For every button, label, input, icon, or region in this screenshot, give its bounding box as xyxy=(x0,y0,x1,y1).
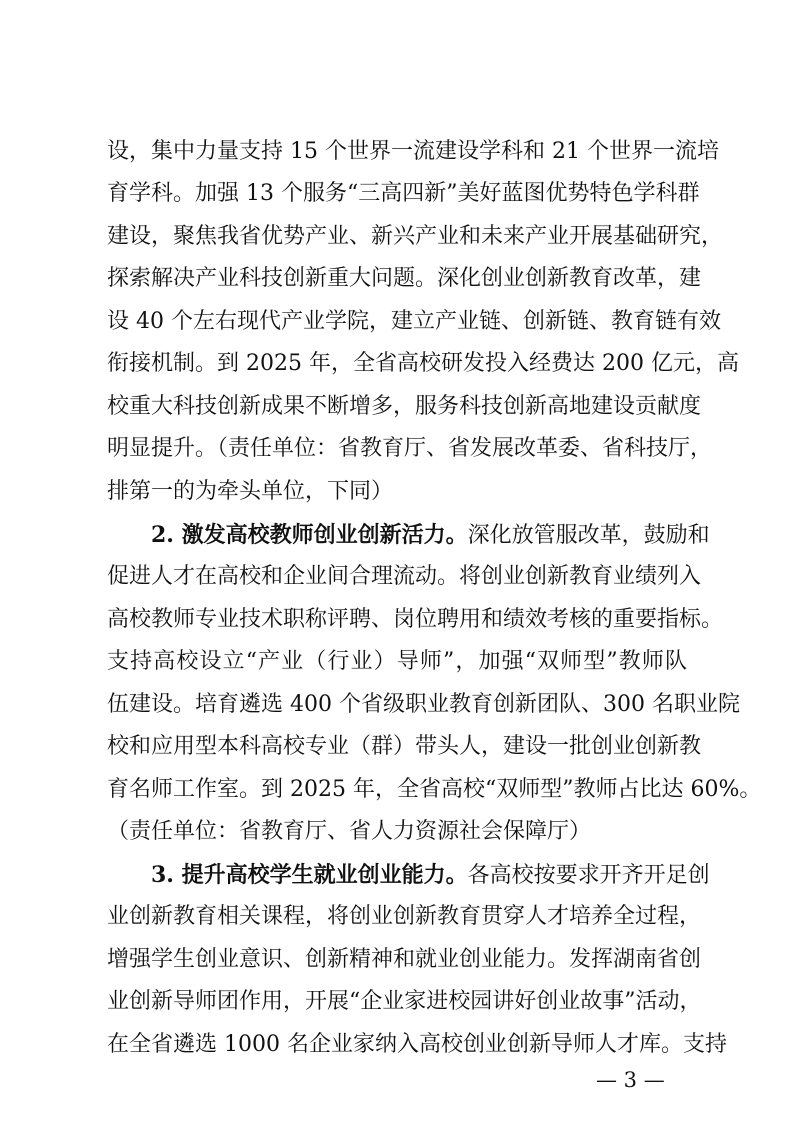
body-text-line: 排第一的为牵头单位，下同） xyxy=(107,479,394,504)
section-heading: 3. 提升高校学生就业创业能力。 xyxy=(151,862,468,888)
body-text-line: 育名师工作室。到 2025 年，全省高校“双师型”教师占比达 60%。 xyxy=(107,777,762,802)
body-text-line: 育学科。加强 13 个服务“三高四新”美好蓝图优势特色学科群 xyxy=(107,181,700,206)
body-text-line: 伍建设。培育遴选 400 个省级职业教育创新团队、300 名职业院 xyxy=(107,692,740,717)
section-heading: 2. 激发高校教师创业创新活力。 xyxy=(151,522,468,548)
body-text-line: 探索解决产业科技创新重大问题。深化创业创新教育改革，建 xyxy=(107,266,702,291)
body-text-line: 业创新教育相关课程，将创业创新教育贯穿人才培养全过程， xyxy=(107,904,702,929)
body-text-line: 衔接机制。到 2025 年，全省高校研发投入经费达 200 亿元，高 xyxy=(107,351,739,376)
body-text-line: 业创新导师团作用，开展“企业家进校园讲好创业故事”活动， xyxy=(107,989,702,1014)
body-text-line: 设，集中力量支持 15 个世界一流建设学科和 21 个世界一流培 xyxy=(107,139,719,164)
body-text-line: 促进人才在高校和企业间合理流动。将创业创新教育业绩列入 xyxy=(107,564,702,589)
section-first-line xyxy=(151,861,710,889)
body-text-line: 校和应用型本科高校专业（群）带头人，建设一批创业创新教 xyxy=(107,734,702,759)
page-number: — 3 — xyxy=(596,1068,665,1092)
body-text-line: 增强学生创业意识、创新精神和就业创业能力。发挥湖南省创 xyxy=(107,947,702,972)
body-text-line: 设 40 个左右现代产业学院，建立产业链、创新链、教育链有效 xyxy=(107,309,721,334)
body-text-line: 明显提升。（责任单位：省教育厅、省发展改革委、省科技厅， xyxy=(107,436,713,461)
body-text-line: 支持高校设立“产业（行业）导师”，加强“双师型”教师队 xyxy=(107,649,687,674)
body-text-line: 建设，聚焦我省优势产业、新兴产业和未来产业开展基础研究， xyxy=(107,224,724,249)
section-first-line-text: 深化放管服改革，鼓励和 xyxy=(467,523,710,548)
section-first-line xyxy=(151,521,710,549)
section-first-line-text: 各高校按要求开齐开足创 xyxy=(467,863,710,888)
body-text-line: （责任单位：省教育厅、省人力资源社会保障厅） xyxy=(107,819,592,844)
body-text-line: 校重大科技创新成果不断增多，服务科技创新高地建设贡献度 xyxy=(107,394,702,419)
body-text-line: 在全省遴选 1000 名企业家纳入高校创业创新导师人才库。支持 xyxy=(107,1032,727,1057)
body-text-line: 高校教师专业技术职称评聘、岗位聘用和绩效考核的重要指标。 xyxy=(107,607,724,632)
